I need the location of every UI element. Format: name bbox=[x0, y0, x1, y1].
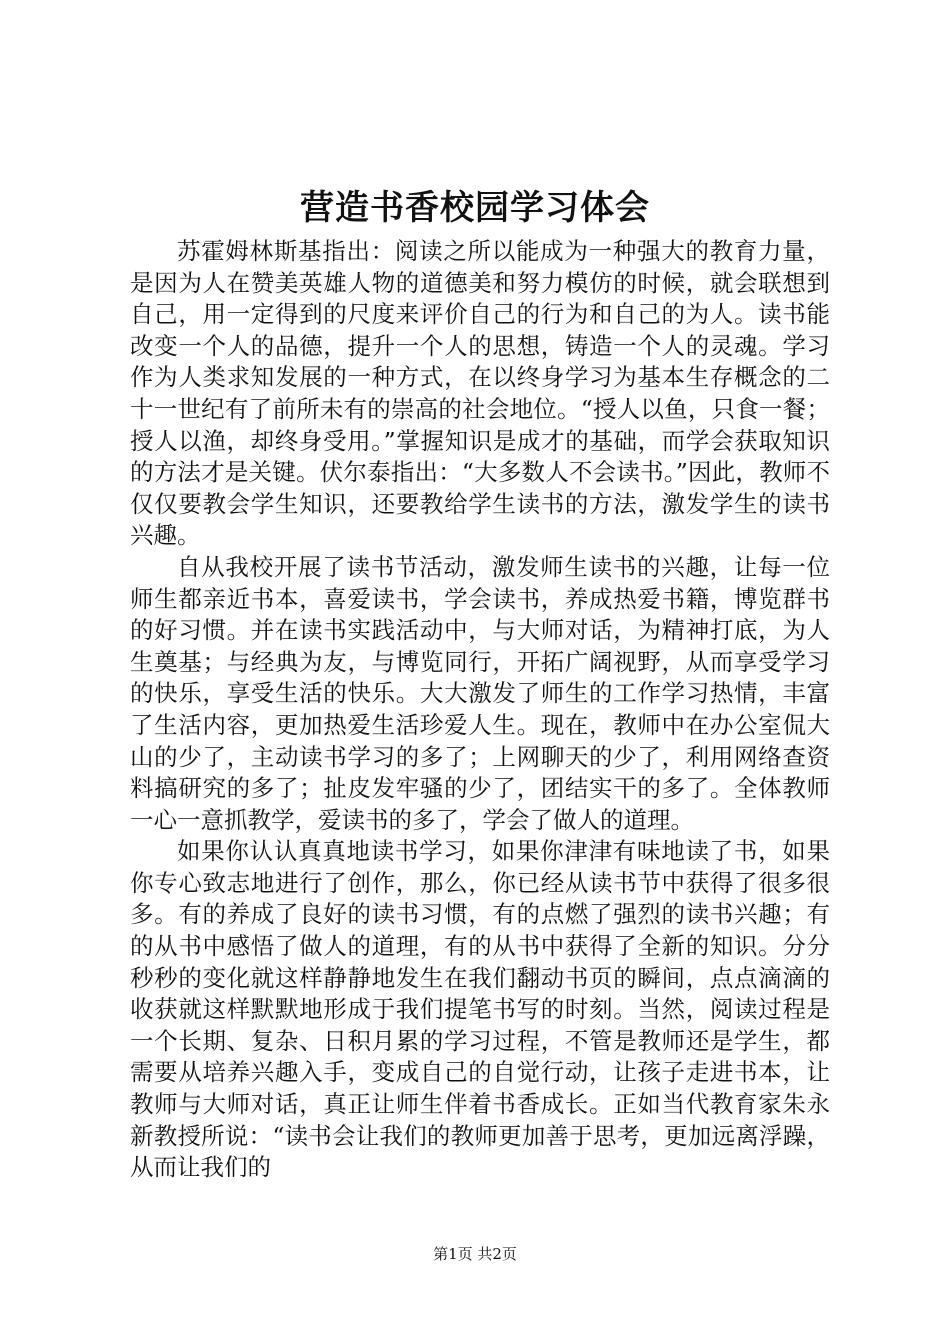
paragraph-1: 苏霍姆林斯基指出：阅读之所以能成为一种强大的教育力量，是因为人在赞美英雄人物的道德美和努力模仿的时候，就会联想到自己，用一定得到的尺度来评价自己的行为和自己的为人。读书能改变一个人的品德，提升一个人的思想，铸造一个人的灵魂。学习作为人类求知发展的一种方式，在以终身学习为基本生存概念的二十一世纪有了前所未有的崇高的社会地位。“授人以鱼，只食一餐；授人以渔，却终身受用。”掌握知识是成才的基础，而学会获取知识的方法才是关键。伏尔泰指出：“大多数人不会读书。”因此，教师不仅仅要教会学生知识，还要教给学生读书的方法，激发学生的读书兴趣。 bbox=[130, 237, 830, 550]
paragraph-2: 自从我校开展了读书节活动，激发师生读书的兴趣，让每一位师生都亲近书本，喜爱读书，学会读书，养成热爱书籍，博览群书的好习惯。并在读书实践活动中，与大师对话，为精神打底，为人生奠基；与经典为友，与博览同行，开拓广阔视野，从而享受学习的快乐，享受生活的快乐。大大激发了师生的工作学习热情，丰富了生活内容，更加热爱生活珍爱人生。现在，教师中在办公室侃大山的少了，主动读书学习的多了；上网聊天的少了，利用网络查资料搞研究的多了；扯皮发牢骚的少了，团结实干的多了。全体教师一心一意抓教学，爱读书的多了，学会了做人的道理。 bbox=[130, 552, 830, 834]
document-body bbox=[130, 236, 830, 1184]
document-title: 营造书香校园学习体会 bbox=[300, 188, 650, 228]
page-footer: 第1页 共2页 bbox=[433, 1245, 517, 1263]
paragraph-3: 如果你认认真真地读书学习，如果你津津有味地读了书，如果你专心致志地进行了创作，那么，你已经从读书节中获得了很多很多。有的养成了良好的读书习惯，有的点燃了强烈的读书兴趣；有的从书中感悟了做人的道理，有的从书中获得了全新的知识。分分秒秒的变化就这样静静地发生在我们翻动书页的瞬间，点点滴滴的收获就这样默默地形成于我们提笔书写的时刻。当然，阅读过程是一个长期、复杂、日积月累的学习过程，不管是教师还是学生，都需要从培养兴趣入手，变成自己的自觉行动，让孩子走进书本，让教师与大师对话，真正让师生伴着书香成长。正如当代教育家朱永新教授所说：“读书会让我们的教师更加善于思考，更加远离浮躁，从而让我们的 bbox=[130, 837, 830, 1182]
